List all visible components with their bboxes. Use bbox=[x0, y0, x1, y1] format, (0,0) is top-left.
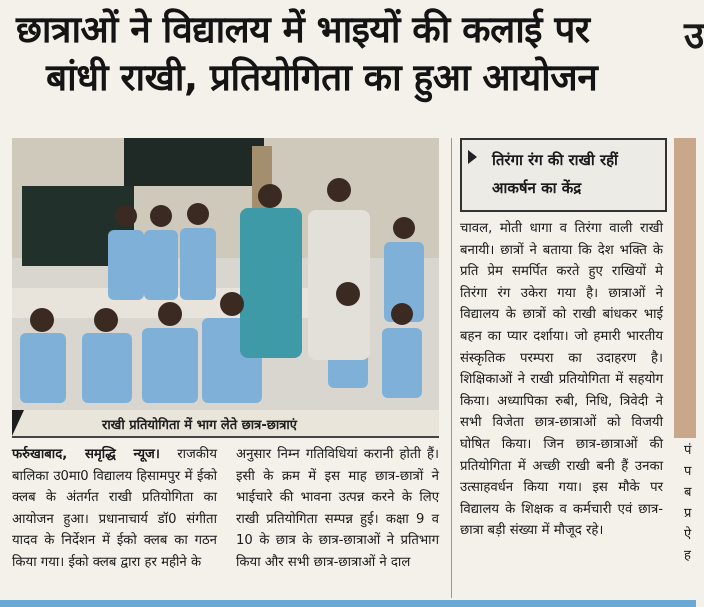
fragment-line: ऐ bbox=[684, 527, 692, 542]
classroom-photo-illustration bbox=[12, 138, 439, 410]
fragment-line: ब bbox=[684, 485, 692, 500]
fragment-line: प bbox=[684, 464, 692, 479]
fragment-line: ह bbox=[684, 548, 691, 563]
bottom-color-bar bbox=[0, 600, 696, 607]
fragment-line: प्र bbox=[684, 506, 692, 521]
headline-line-1: छात्राओं ने विद्यालय में भाइयों की कलाई पर bbox=[16, 8, 590, 51]
adjacent-story-photo-fragment bbox=[674, 138, 696, 438]
triangle-bullet-icon bbox=[468, 150, 477, 164]
article-column-3 bbox=[460, 218, 663, 542]
adjacent-story-headline-fragment: उ bbox=[684, 14, 704, 57]
article-column-2 bbox=[236, 444, 439, 574]
highlight-box bbox=[460, 138, 667, 212]
column-divider bbox=[451, 138, 452, 598]
column-3-text: चावल, मोती धागा व तिरंगा वाली राखी बनायी। छात्रों ने बताया कि देश भक्ति के प्रति प्रेम समर्पित करते हुए राखियों मे तिरंगा रंग उकेरा गया है। छात्राओं ने विद्यालय के छात्रों को राखी बांधकर भाई बहन का प्यार दर्शाया। जो हमारी भारतीय संस्कृतिक परम्परा का उदाहरण है। शिक्षिकाओं ने राखी प्रतियोगिता में सहयोग किया। अध्यापिका रुबी, निधि, त्रिवेदी ने सभी विजेता छात्र-छात्राओं को विजयी घोषित किया। जिन छात्र-छात्राओं की प्रतियोगिता में अच्छी राखी बनी हैं उनका उत्साहवर्धन किया गया। इस मौके पर विद्यालय के शिक्षक व कर्मचारी एवं छात्र-छात्रा बड़ी संख्या में मौजूद रहे। bbox=[460, 221, 663, 539]
caption-marker-icon bbox=[12, 410, 24, 436]
column-2-text: अनुसार निम्न गतिविधियां करानी होती हैं। इसी के क्रम में इस माह छात्र-छात्रों ने भाईचारे की भावना उत्पन्न करने के लिए राखी प्रतियोगिता सम्पन्न हुई। कक्षा 9 व 10 के छात्र के छात्र-छात्राओं ने प्रतिभाग किया और सभी छात्र-छात्राओं ने दाल bbox=[236, 447, 439, 570]
adjacent-story-text-fragment bbox=[684, 440, 696, 580]
photo-caption: राखी प्रतियोगिता में भाग लेते छात्र-छात्राएं bbox=[102, 418, 297, 433]
photo-caption-bar bbox=[12, 410, 439, 438]
article-column-1 bbox=[12, 444, 217, 574]
dateline: फर्रुखाबाद, समृद्धि न्यूज। bbox=[12, 447, 160, 462]
highlight-text: तिरंगा रंग की राखी रहीं आकर्षन का केंद्र bbox=[492, 151, 618, 197]
headline-line-2: बांधी राखी, प्रतियोगिता का हुआ आयोजन bbox=[46, 56, 598, 99]
column-1-text: राजकीय बालिका उ0मा0 विद्यालय हिसामपुर में ईको क्लब के अंतर्गत राखी प्रतियोगिता का आयोजन हुआ। प्रधानाचार्य डॉ0 संगीता यादव के निर्देशन में ईको क्लब का गठन किया गया। ईको क्लब द्वारा हर महीने के bbox=[12, 447, 217, 570]
news-photo bbox=[12, 138, 439, 410]
fragment-line: पं bbox=[684, 443, 692, 458]
